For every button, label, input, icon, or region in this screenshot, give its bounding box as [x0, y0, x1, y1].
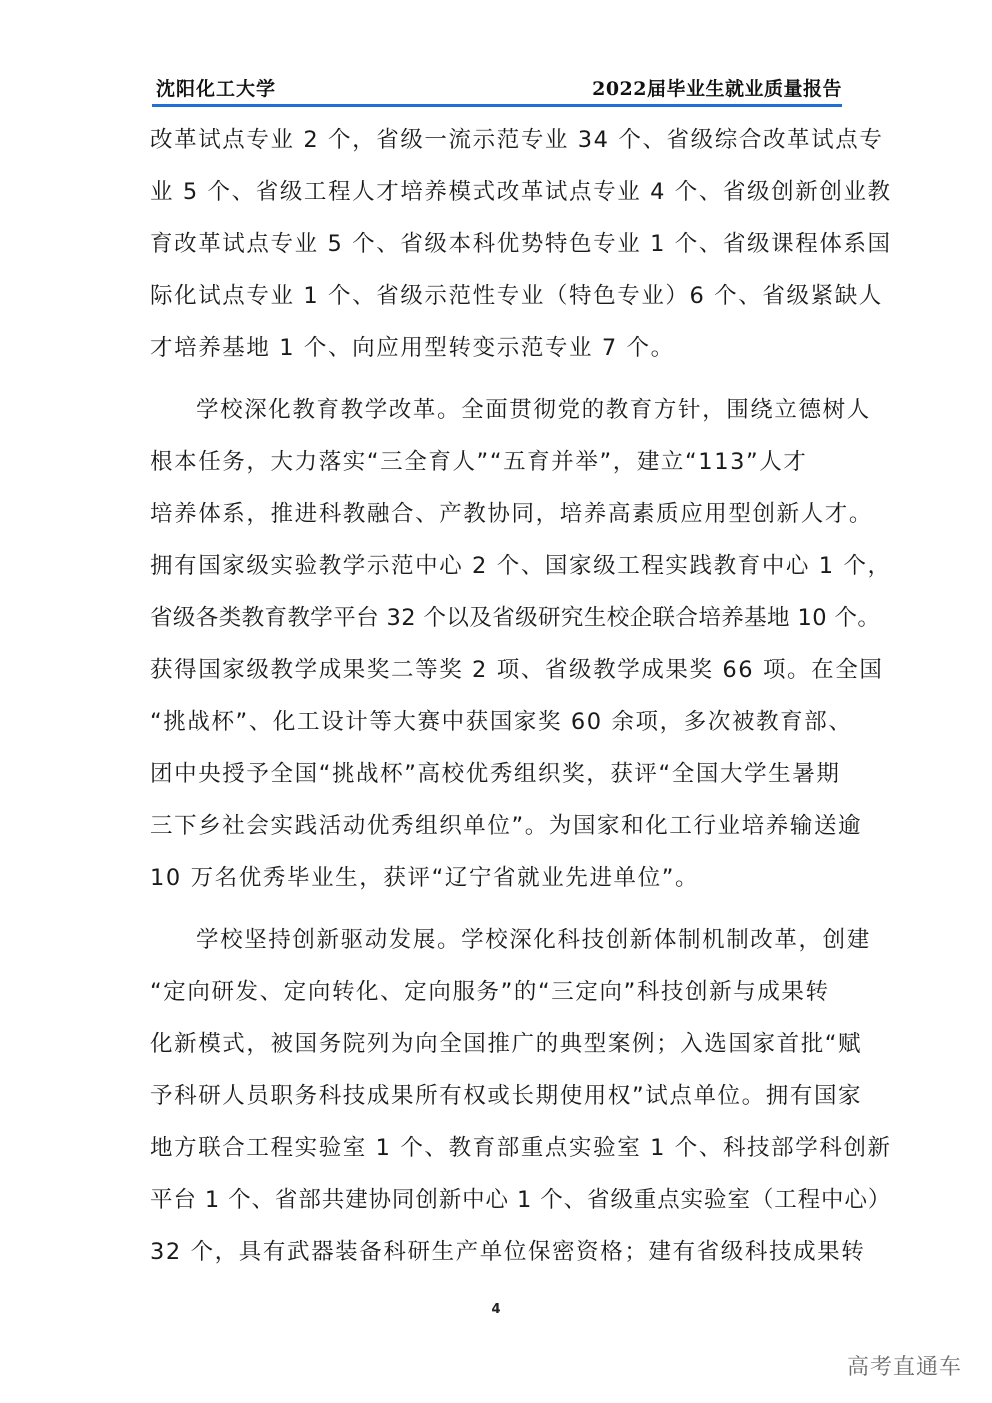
text-line: 拥有国家级实验教学示范中心 2 个、国家级工程实践教育中心 1 个， — [150, 553, 892, 579]
text-line: 省级各类教育教学平台 32 个以及省级研究生校企联合培养基地 10 个。 — [150, 605, 881, 631]
text-line: 根本任务，大力落实“三全育人”“五育并举”，建立“113”人才 — [150, 449, 808, 475]
text-line: 培养体系，推进科教融合、产教协同，培养高素质应用型创新人才。 — [150, 501, 874, 527]
text-line: 业 5 个、省级工程人才培养模式改革试点专业 4 个、省级创新创业教 — [150, 179, 892, 205]
text-line: 32 个，具有武器装备科研生产单位保密资格；建有省级科技成果转 — [150, 1239, 866, 1265]
text-line: 团中央授予全国“挑战杯”高校优秀组织奖，获评“全国大学生暑期 — [150, 761, 841, 787]
text-line: 才培养基地 1 个、向应用型转变示范专业 7 个。 — [150, 335, 675, 361]
text-line: 化新模式，被国务院列为向全国推广的典型案例；入选国家首批“赋 — [150, 1031, 863, 1057]
text-line: “定向研发、定向转化、定向服务”的“三定向”科技创新与成果转 — [150, 979, 830, 1005]
page-header — [152, 62, 842, 102]
text-line: 10 万名优秀毕业生，获评“辽宁省就业先进单位”。 — [150, 865, 700, 891]
page-number: 4 — [491, 1302, 501, 1317]
watermark: 高考直通车 — [846, 1355, 962, 1380]
text-line: 地方联合工程实验室 1 个、教育部重点实验室 1 个、科技部学科创新 — [150, 1135, 892, 1161]
header-divider — [152, 104, 842, 107]
text-line: 育改革试点专业 5 个、省级本科优势特色专业 1 个、省级课程体系国 — [150, 231, 892, 257]
text-line: “挑战杯”、化工设计等大赛中获国家奖 60 余项，多次被教育部、 — [150, 709, 853, 735]
text-line: 改革试点专业 2 个，省级一流示范专业 34 个、省级综合改革试点专 — [150, 127, 884, 153]
header-report-title: 2022届毕业生就业质量报告 — [592, 78, 842, 100]
text-line: 予科研人员职务科技成果所有权或长期使用权”试点单位。拥有国家 — [150, 1083, 863, 1109]
text-line: 平台 1 个、省部共建协同创新中心 1 个、省级重点实验室（工程中心） — [150, 1187, 892, 1213]
text-line: 获得国家级教学成果奖二等奖 2 项、省级教学成果奖 66 项。在全国 — [150, 657, 884, 683]
paragraph-start-line: 学校坚持创新驱动发展。学校深化科技创新体制机制改革，创建 — [196, 927, 871, 953]
header-university-name: 沈阳化工大学 — [156, 78, 277, 100]
paragraph-start-line: 学校深化教育教学改革。全面贯彻党的教育方针，围绕立德树人 — [196, 397, 871, 423]
text-line: 三下乡社会实践活动优秀组织单位”。为国家和化工行业培养输送逾 — [150, 813, 863, 839]
text-line: 际化试点专业 1 个、省级示范性专业（特色专业）6 个、省级紧缺人 — [150, 283, 883, 309]
